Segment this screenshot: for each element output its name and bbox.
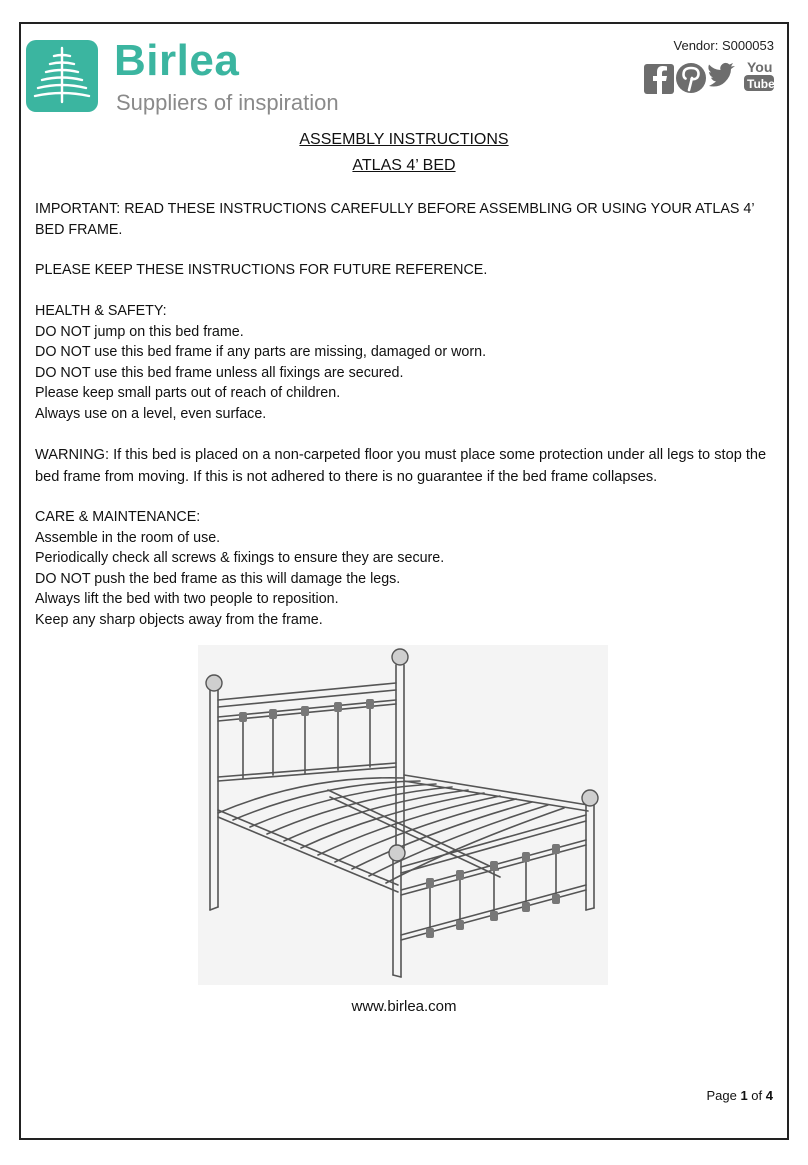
website-link[interactable]: www.birlea.com — [351, 998, 457, 1015]
warning-text: WARNING: If this bed is placed on a non-carpeted floor you must place some protection under all legs to stop the bed frame from moving. If this is not adhered to there is no guarantee if the bed frame collapses. — [35, 447, 767, 485]
page-of: of — [751, 1088, 763, 1103]
health-safety-item: DO NOT use this bed frame if any parts are missing, damaged or worn. — [35, 344, 487, 361]
health-safety-item: DO NOT use this bed frame unless all fixings are secured. — [35, 364, 404, 381]
facebook-icon[interactable] — [644, 64, 674, 94]
care-item: DO NOT push the bed frame as this will damage the legs. — [35, 570, 401, 587]
warning-notice — [35, 444, 775, 488]
page-total: 4 — [765, 1088, 773, 1103]
svg-text:Tube: Tube — [747, 77, 775, 91]
care-item: Always lift the bed with two people to reposition. — [35, 591, 339, 608]
bed-frame-illustration — [198, 645, 608, 985]
twitter-icon[interactable] — [708, 63, 735, 87]
document-subtitle: ATLAS 4’ BED — [352, 157, 456, 174]
tree-logo-icon — [26, 40, 98, 112]
health-safety-item: Please keep small parts out of reach of children. — [35, 385, 341, 402]
keep-notice — [35, 260, 775, 281]
youtube-icon[interactable] — [744, 59, 775, 91]
social-icons — [643, 58, 775, 96]
important-notice — [35, 199, 775, 240]
care-item: Assemble in the room of use. — [35, 529, 221, 546]
vendor-code: Vendor: S000053 — [673, 38, 774, 53]
document-title: ASSEMBLY INSTRUCTIONS — [299, 131, 509, 148]
important-text: IMPORTANT: READ THESE INSTRUCTIONS CAREFULLY BEFORE ASSEMBLING OR USING YOUR ATLAS 4’ BED FRAME. — [35, 201, 754, 238]
care-heading: CARE & MAINTENANCE: — [35, 509, 201, 525]
birlea-logo — [26, 38, 361, 118]
page-current: 1 — [740, 1088, 748, 1103]
health-safety-item: DO NOT jump on this bed frame. — [35, 323, 244, 340]
health-safety-heading: HEALTH & SAFETY: — [35, 303, 167, 319]
health-safety-item: Always use on a level, even surface. — [35, 405, 267, 422]
page-label: Page — [706, 1088, 737, 1103]
care-item: Keep any sharp objects away from the frame. — [35, 611, 323, 628]
page-number — [706, 1088, 773, 1103]
care-maintenance-section — [35, 507, 775, 631]
brand-name: Birlea — [114, 36, 240, 85]
keep-text: PLEASE KEEP THESE INSTRUCTIONS FOR FUTURE REFERENCE. — [35, 262, 488, 278]
pinterest-icon[interactable] — [676, 63, 706, 93]
svg-text:You: You — [747, 59, 773, 75]
brand-tagline: Suppliers of inspiration — [116, 90, 339, 115]
care-item: Periodically check all screws & fixings to ensure they are secure. — [35, 550, 445, 567]
health-safety-section — [35, 301, 775, 425]
